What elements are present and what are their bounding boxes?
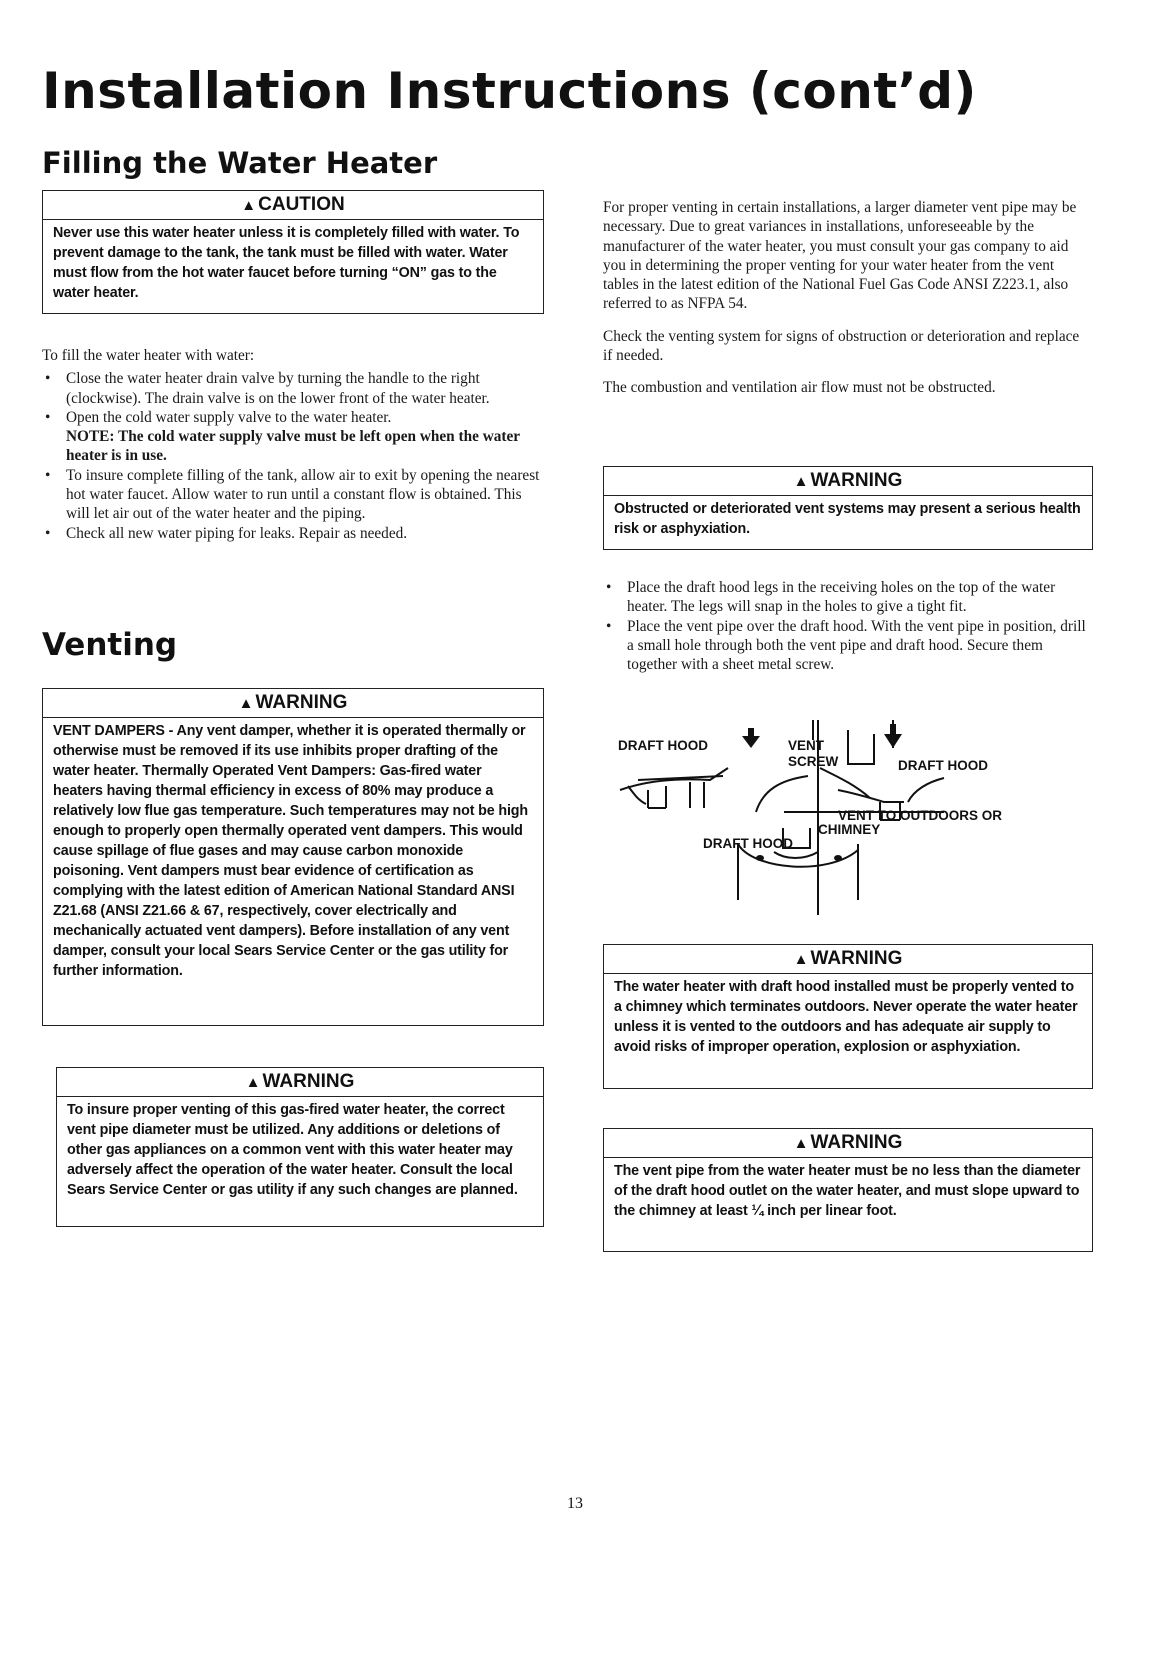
- warning-title: WARNING: [810, 470, 903, 491]
- warning-box-obstruction: [603, 466, 1093, 550]
- diagram-label: DRAFT HOOD: [703, 836, 793, 851]
- caution-header: [43, 191, 543, 220]
- warning-triangle-icon: ▲: [793, 473, 809, 490]
- caution-text: Never use this water heater unless it is completely filled with water. To prevent damage to the tank, the tank must be filled with water. Water must flow from the hot water faucet before turning “ON” gas to the water heater.: [53, 225, 520, 301]
- warning-header: [43, 689, 543, 718]
- diagram-label: DRAFT HOOD: [898, 758, 988, 773]
- warning-text: To insure proper venting of this gas-fired water heater, the correct vent pipe diameter must be utilized. Any additions or deletions of other gas appliances on a common vent with this water heater may adversely affect the operation of the water heater. Consult the local Sears Service Center or gas utility if any such changes are planned.: [67, 1102, 518, 1198]
- draft-hood-diagram: [608, 720, 1088, 915]
- page-number: 13: [567, 1495, 583, 1512]
- draft-hood-middle-drawing: [756, 776, 808, 812]
- caution-title: CAUTION: [258, 194, 345, 215]
- warning-triangle-icon: ▲: [793, 951, 809, 968]
- warning-title: WARNING: [262, 1071, 355, 1092]
- warning-triangle-icon: ▲: [245, 1074, 261, 1091]
- diagram-label: CHIMNEY: [818, 822, 881, 837]
- warning-text: VENT DAMPERS - Any vent damper, whether it is operated thermally or otherwise must be removed if its use inhibits proper drafting of the water heater. Thermally Operated Vent Dampers: Gas-fired water heaters having thermal efficiency in excess of 80% may produce a relatively low flue gas temperature. Such temperatures may not be high enough to properly open thermally operated vent dampers. This would cause spillage of flue gases and may cause carbon monoxide poisoning. Vent dampers must bear evidence of certification as complying with the latest edition of American National Standard ANSI Z21.68 (ANSI Z21.66 & 67, respectively, cover electrically and mechanically actuated vent dampers). Before installation of any vent damper, consult your local Sears Service Center or the gas utility for further information.: [53, 723, 528, 979]
- note-text: NOTE: The cold water supply valve must be left open when the water heater is in use.: [66, 428, 520, 465]
- draft-hood-left-drawing: [620, 768, 728, 808]
- arrow-down-icon: [742, 728, 760, 748]
- venting-paragraph: For proper venting in certain installations, a larger diameter vent pipe may be necessary. Due to great variances in installations, unforeseeable by the manufacturer of the water heater, you must consult your gas company to aid you in determining the proper venting for your water heater from the vent tables in the latest edition of the National Fuel Gas Code ANSI Z223.1, also referred to as NFPA 54.: [603, 199, 1077, 313]
- venting-paragraph: The combustion and ventilation air flow must not be obstructed.: [603, 379, 996, 397]
- arrow-down-icon: [884, 724, 902, 748]
- warning-header: [57, 1068, 543, 1097]
- warning-triangle-icon: ▲: [238, 695, 254, 712]
- filling-intro: To fill the water heater with water:: [42, 347, 255, 364]
- venting-section-heading: Venting: [42, 627, 178, 663]
- warning-box-vent-slope: [603, 1128, 1093, 1252]
- venting-paragraph: Check the venting system for signs of obstruction or deterioration and replace if needed.: [603, 327, 1080, 365]
- list-item: • Open the cold water supply valve to the water heater. NOTE: The cold water supply valve must be left open when the water heater is in use.: [42, 408, 540, 466]
- warning-box-vent-dampers: [42, 688, 544, 1026]
- warning-header: [604, 1129, 1092, 1158]
- warning-text: The water heater with draft hood installed must be properly vented to a chimney which terminates outdoors. Never operate the water heater unless it is vented to the outdoors and has adequate air supply to avoid risks of improper operation, explosion or asphyxiation.: [614, 979, 1078, 1055]
- list-item: • To insure complete filling of the tank, allow air to exit by opening the nearest hot water faucet. Allow water to run until a constant flow is obtained. This will let air out of the water heater and the piping.: [42, 466, 540, 524]
- warning-text: The vent pipe from the water heater must be no less than the diameter of the draft hood outlet on the water heater, and must slope upward to the chimney at least ¼ inch per linear foot.: [614, 1163, 1081, 1219]
- warning-title: WARNING: [810, 948, 903, 969]
- venting-instructions: [603, 198, 1091, 411]
- list-item: • Place the vent pipe over the draft hood. With the vent pipe in position, drill a small hole through both the vent pipe and draft hood. Secure them together with a sheet metal screw.: [603, 617, 1091, 675]
- warning-header: [604, 945, 1092, 974]
- warning-triangle-icon: ▲: [793, 1135, 809, 1152]
- list-item: • Close the water heater drain valve by turning the handle to the right (clockwise). The drain valve is on the lower front of the water heater.: [42, 369, 540, 408]
- warning-triangle-icon: ▲: [241, 197, 257, 214]
- warning-box-vent-diameter: [56, 1067, 544, 1227]
- filling-instructions: [42, 346, 540, 543]
- diagram-label: DRAFT HOOD: [618, 738, 708, 753]
- caution-box: [42, 190, 544, 314]
- diagram-label: VENT: [788, 738, 825, 753]
- warning-header: [604, 467, 1092, 496]
- diagram-label: SCREW: [788, 754, 839, 769]
- diagram-label: VENT TO OUTDOORS OR: [838, 808, 1003, 823]
- draft-hood-steps: [603, 578, 1091, 674]
- filling-section-heading: Filling the Water Heater: [42, 146, 438, 180]
- warning-text: Obstructed or deteriorated vent systems may present a serious health risk or asphyxiation.: [614, 501, 1081, 537]
- filling-steps: [42, 369, 540, 543]
- list-item: • Check all new water piping for leaks. Repair as needed.: [42, 524, 540, 543]
- list-item: • Place the draft hood legs in the receiving holes on the top of the water heater. The legs will snap in the holes to give a tight fit.: [603, 578, 1091, 617]
- warning-title: WARNING: [810, 1132, 903, 1153]
- warning-box-chimney: [603, 944, 1093, 1089]
- warning-title: WARNING: [255, 692, 348, 713]
- page-title: Installation Instructions (cont’d): [42, 62, 977, 120]
